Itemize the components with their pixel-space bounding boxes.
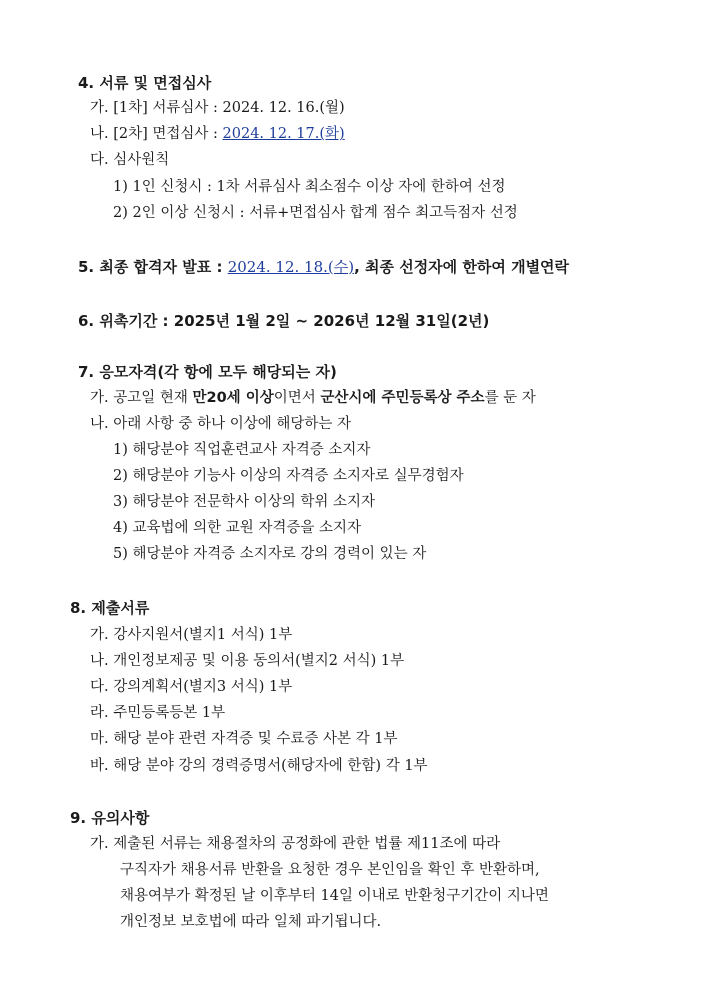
section-8-document: 나. 개인정보제공 및 이용 동의서(별지2 서식) 1부 (90, 653, 405, 669)
section-7-qualification: 3) 해당분야 전문학사 이상의 학위 소지자 (113, 494, 376, 510)
section-8-document: 라. 주민등록등본 1부 (90, 705, 226, 721)
section-5-announcement (78, 257, 569, 277)
section-5-suffix: , 최종 선정자에 한하여 개별연락 (354, 258, 570, 276)
section-7-qualification: 1) 해당분야 직업훈련교사 자격증 소지자 (113, 442, 371, 458)
section-6-period: 6. 위촉기간 : 2025년 1월 2일 ~ 2026년 12월 31일(2년) (78, 312, 490, 330)
section-4-principle-2: 2) 2인 이상 신청시 : 서류+면접심사 합계 점수 최고득점자 선정 (113, 205, 518, 221)
interview-date-link[interactable]: 2024. 12. 17.(화) (222, 126, 345, 142)
section-4-item-da: 다. 심사원칙 (90, 152, 170, 168)
section-7-qualification: 5) 해당분야 자격증 소지자로 강의 경력이 있는 자 (113, 546, 427, 562)
section-9-note-line: 개인정보 보호법에 따라 일체 파기됩니다. (120, 914, 382, 930)
section-4-item-ga: 가. [1차] 서류심사 : 2024. 12. 16.(월) (90, 100, 345, 116)
section-8-document: 가. 강사지원서(별지1 서식) 1부 (90, 627, 293, 643)
section-8-title: 8. 제출서류 (70, 599, 150, 617)
section-7-ga-text-3: 를 둔 자 (484, 390, 536, 406)
section-7-qualification: 2) 해당분야 기능사 이상의 자격증 소지자로 실무경험자 (113, 468, 464, 484)
section-7-ga-bold-address: 군산시에 주민등록상 주소 (320, 390, 485, 406)
section-7-ga-text-1: 가. 공고일 현재 (90, 390, 193, 406)
section-9-note-line: 가. 제출된 서류는 채용절차의 공정화에 관한 법률 제11조에 따라 (90, 836, 501, 852)
section-4-item-na (90, 124, 345, 144)
section-5-prefix: 5. 최종 합격자 발표 : (78, 258, 228, 276)
section-7-ga-text-2: 이면서 (273, 390, 321, 406)
section-8-document: 바. 해당 분야 강의 경력증명서(해당자에 한함) 각 1부 (90, 758, 428, 774)
section-7-item-na: 나. 아래 사항 중 하나 이상에 해당하는 자 (90, 416, 351, 432)
section-9-title: 9. 유의사항 (70, 809, 150, 827)
section-7-ga-bold-age: 만20세 이상 (192, 390, 274, 406)
section-4-title: 4. 서류 및 면접심사 (78, 74, 212, 92)
section-7-title: 7. 응모자격(각 항에 모두 해당되는 자) (78, 363, 337, 381)
section-4-principle-1: 1) 1인 신청시 : 1차 서류심사 최소점수 이상 자에 한하여 선정 (113, 179, 506, 195)
section-8-document: 마. 해당 분야 관련 자격증 및 수료증 사본 각 1부 (90, 731, 398, 747)
section-9-note-line: 채용여부가 확정된 날 이후부터 14일 이내로 반환청구기간이 지나면 (120, 888, 549, 904)
section-8-document: 다. 강의계획서(별지3 서식) 1부 (90, 679, 293, 695)
section-9-note-line: 구직자가 채용서류 반환을 요청한 경우 본인임을 확인 후 반환하며, (120, 862, 540, 878)
section-7-item-ga (90, 388, 536, 408)
section-4-item-na-prefix: 나. [2차] 면접심사 : (90, 126, 223, 142)
section-7-qualification: 4) 교육법에 의한 교원 자격증을 소지자 (113, 520, 362, 536)
announcement-date-link[interactable]: 2024. 12. 18.(수) (227, 258, 355, 276)
